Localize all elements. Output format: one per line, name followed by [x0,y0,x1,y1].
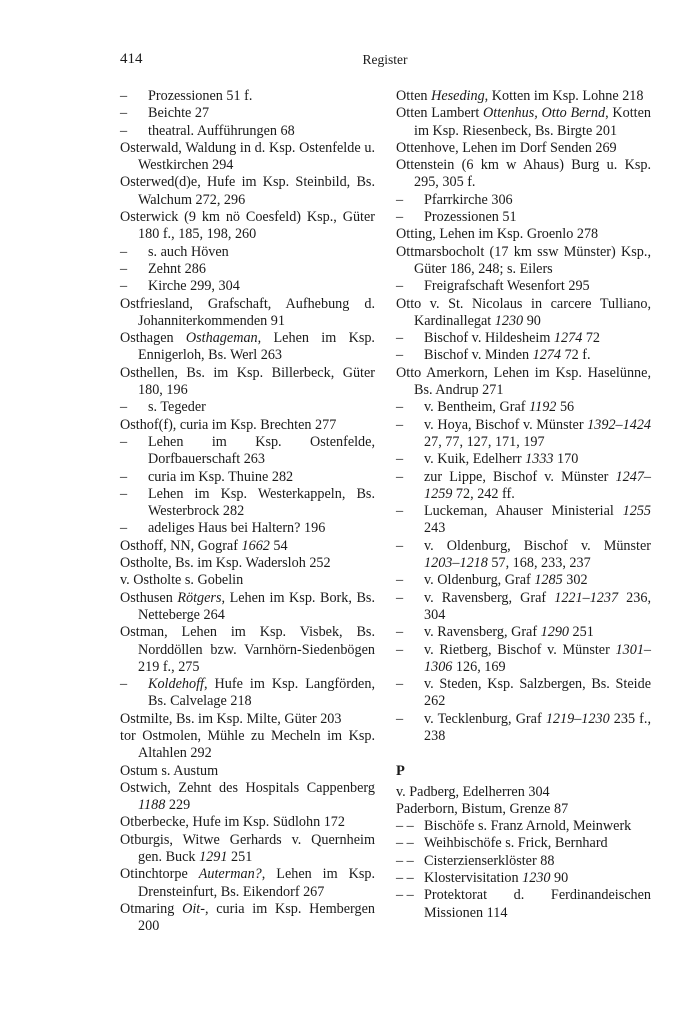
page-number: 414 [120,51,143,67]
index-subentry [396,330,651,347]
entry-text: Prozessionen 51 f. [148,88,253,104]
index-subentry [396,278,651,295]
dash-marker: – [120,105,128,122]
index-entry [120,832,375,867]
index-entry [120,711,375,728]
dash-marker: – – [396,852,414,869]
entry-text: Prozessionen 51 [424,209,517,226]
index-subentry [120,123,375,140]
entry-text: Ostwich, Zehnt des Hospitals Cappenberg [120,779,375,796]
dash-marker: – [396,624,404,641]
index-subentry [396,624,651,641]
italic-text: 1247–1259 [424,468,651,502]
entry-text: v. Rietberg, Bischof v. Münster [424,641,616,658]
entry-text: theatral. Aufführungen 68 [148,122,295,139]
italic-text: Koldehoff [148,676,204,693]
dash-marker: – [396,451,404,468]
entry-text: , Lehen im Ksp. Bork, Bs. Netteberge 264 [138,589,375,623]
entry-text: , curia im Ksp. Hembergen 200 [138,900,375,935]
entry-text: Lehen im Ksp. Westerkappeln, Bs. Westerbrock 282 [148,485,375,520]
index-entry [120,590,375,625]
index-entry [396,801,651,818]
index-entry [396,140,651,157]
index-subentry [396,192,651,209]
dash-marker: – [120,468,128,485]
entry-text: Ottenstein (6 km w Ahaus) Burg u. Ksp. 295, 305 f. [396,157,651,191]
entry-text: 251 [227,849,253,866]
index-subentry [396,887,651,922]
index-entry [120,417,375,434]
entry-text: 72 f. [561,347,591,364]
dash-marker: – [120,433,128,450]
dash-marker: – [396,572,404,589]
index-entry [396,365,651,400]
index-subentry [396,572,651,589]
italic-text: Heseding [431,88,485,104]
dash-marker: – [396,278,404,295]
entry-text: Freigrafschaft Wesenfort 295 [424,278,590,295]
dash-marker: – – [396,835,414,852]
entry-text: v. Steden, Ksp. Salzbergen, Bs. Steide 262 [424,676,651,710]
entry-text: 236, 304 [424,589,651,623]
page-header [120,51,650,71]
entry-text: Bischof v. Minden [424,347,533,364]
entry-text: v. Ravensberg, Graf [424,624,541,641]
index-subentry [396,818,651,835]
entry-text: v. Ravensberg, Graf [424,589,555,606]
index-column-right [396,88,651,922]
index-subentry [396,399,651,416]
entry-text: 170 [553,451,579,468]
entry-text: Paderborn, Bistum, Grenze 87 [396,800,569,817]
entry-text: Otten [396,88,432,104]
dash-marker: – – [396,818,414,835]
index-entry [120,140,375,175]
dash-marker: – [396,330,404,347]
dash-marker: – [120,399,128,416]
index-entry [120,901,375,936]
italic-text: 1255 [622,503,651,520]
italic-text: Rötgers [177,589,222,606]
dash-marker: – [120,278,128,295]
entry-text: Osthof(f), curia im Ksp. Brechten 277 [120,416,337,433]
dash-marker: – [396,191,404,208]
italic-text: 1392–1424 [587,416,651,433]
entry-text: Lehen im Ksp. Ostenfelde, Dorfbauerschaft 263 [148,433,375,468]
index-subentry [120,469,375,486]
entry-text: Ostmilte, Bs. im Ksp. Milte, Güter 203 [120,710,342,727]
index-entry [396,244,651,279]
entry-text: Otto Amerkorn, Lehen im Ksp. Haselünne, Bs. Andrup 271 [396,364,651,399]
dash-marker: – [120,243,128,260]
entry-text: Ostum s. Austum [120,762,219,779]
entry-text: 235 f., 238 [424,710,651,744]
entry-text: Klostervisitation [424,870,523,887]
entry-text: 72, 242 ff. [452,485,515,502]
dash-marker: – [120,260,128,277]
index-subentry [396,451,651,468]
dash-marker: – [396,468,404,485]
index-subentry [396,835,651,852]
entry-text: Kirche 299, 304 [148,278,240,295]
entry-text: Bischöfe s. Franz Arnold, Meinwerk [424,818,632,835]
italic-text: 1333 [525,451,554,468]
index-entry [120,814,375,831]
dash-marker: – [120,520,128,537]
entry-text: adeliges Haus bei Haltern? 196 [148,520,326,537]
entry-text: Otten Lambert [396,105,484,122]
dash-marker: – [120,88,128,104]
italic-text: 1301–1306 [424,641,651,675]
entry-text: Zehnt 286 [148,260,206,277]
entry-text: 27, 77, 127, 171, 197 [424,433,545,450]
index-subentry [120,486,375,521]
entry-text: Otburgis, Witwe Gerhards v. Quernheim gen. Buck [120,831,375,866]
entry-text: , Kotten im Ksp. Lohne 218 [484,88,644,104]
entry-text: Weihbischöfe s. Frick, Bernhard [424,835,608,852]
index-entry [396,157,651,192]
entry-text: Ostholte, Bs. im Ksp. Wadersloh 252 [120,555,331,572]
italic-text: 1230 [522,870,551,887]
entry-text: 251 [569,624,594,641]
dash-marker: – [396,676,404,693]
index-subentry [120,676,375,711]
index-entry [396,784,651,801]
entry-text: v. Ostholte s. Gobelin [120,572,244,589]
index-subentry [396,870,651,887]
italic-text: Osthageman [185,330,258,347]
entry-text: 54 [269,537,288,554]
entry-text: Ostman, Lehen im Ksp. Visbek, Bs. Norddöllen bzw. Varnhörn-Siedenbögen 219 f., 275 [120,624,375,675]
index-entry [120,763,375,780]
index-entry [120,296,375,331]
entry-text: 90 [523,312,541,329]
entry-text: , Hufe im Ksp. Langförden, Bs. Calvelage 218 [148,676,375,710]
index-subentry [396,417,651,452]
index-entry [396,296,651,331]
entry-text: Otto v. St. Nicolaus in carcere Tulliano, Kardinallegat [396,295,651,329]
index-entry [396,105,651,140]
dash-marker: – [396,347,404,364]
index-entry [120,780,375,815]
index-subentry [396,676,651,711]
entry-text: Otting, Lehen im Ksp. Groenlo 278 [396,226,599,243]
entry-text: Osterwick (9 km nö Coesfeld) Ksp., Güter 180 f., 185, 198, 260 [120,209,375,243]
italic-text: 1192 [529,399,557,416]
entry-text: 229 [165,797,191,814]
entry-text: v. Hoya, Bischof v. Münster [424,416,588,433]
entry-text: v. Kuik, Edelherr [424,451,526,468]
entry-text: Osthagen [120,330,186,347]
entry-text: curia im Ksp. Thuine 282 [148,468,294,485]
italic-text: 1291 [199,849,228,866]
dash-marker: – [396,710,404,727]
entry-text: Osterwed(d)e, Hufe im Ksp. Steinbild, Bs. Walchum 272, 296 [120,174,375,208]
entry-text: v. Oldenburg, Bischof v. Münster [424,537,651,554]
dash-marker: – – [396,870,414,887]
dash-marker: – [396,209,404,226]
entry-text: Ottmarsbocholt (17 km ssw Münster) Ksp., Güter 186, 248; s. Eilers [396,243,651,277]
italic-text: 1221–1237 [554,589,619,606]
entry-text: Otberbecke, Hufe im Ksp. Südlohn 172 [120,814,345,831]
entry-text: 57, 168, 233, 237 [487,555,591,572]
index-subentry [120,399,375,416]
entry-text: , Kotten im Ksp. Riesenbeck, Bs. Birgte 201 [414,105,652,139]
entry-text: s. auch Höven [148,243,229,260]
index-entry [120,174,375,209]
entry-text: Osthellen, Bs. im Ksp. Billerbeck, Güter 180, 196 [120,364,375,399]
italic-text: 1188 [138,797,166,814]
index-entry [396,226,651,243]
index-subentry [396,209,651,226]
italic-text: 1219–1230 [545,710,610,727]
index-subentry [396,538,651,573]
entry-text: 56 [556,399,575,416]
index-subentry [120,105,375,122]
index-subentry [396,711,651,746]
index-column-left [120,88,375,936]
index-entry [120,365,375,400]
index-entry [120,538,375,555]
index-entry [120,330,375,365]
index-subentry [120,88,375,105]
italic-text: 1290 [540,624,569,641]
dash-marker: – [396,416,404,433]
index-entry [396,88,651,105]
entry-text: 90 [550,870,569,887]
index-subentry [396,853,651,870]
entry-text: v. Padberg, Edelherren 304 [396,783,550,800]
dash-marker: – – [396,887,414,904]
entry-text: , Lehen im Ksp. Drensteinfurt, Bs. Eikendorf 267 [138,866,375,900]
entry-text: tor Ostmolen, Mühle zu Mecheln im Ksp. Altahlen 292 [120,727,375,762]
italic-text: 1274 [532,347,562,364]
entry-text: v. Oldenburg, Graf [424,572,535,589]
entry-text: Ostfriesland, Grafschaft, Aufhebung d. Johanniterkommenden 91 [120,295,375,329]
index-entry [120,572,375,589]
dash-marker: – [396,537,404,554]
dash-marker: – [120,485,128,502]
entry-text: Bischof v. Hildesheim [424,330,554,347]
dash-marker: – [396,399,404,416]
entry-text: Osterwald, Waldung in d. Ksp. Ostenfelde u. Westkirchen 294 [120,139,375,174]
dash-marker: – [396,503,404,520]
entry-text: Osthoff, NN, Gograf [120,537,242,554]
italic-text: 1230 [494,312,524,329]
entry-text: Pfarrkirche 306 [424,191,513,208]
italic-text: 1274 [553,330,583,347]
dash-marker: – [120,676,128,693]
italic-text: 1662 [241,537,270,554]
index-subentry [120,261,375,278]
index-subentry [396,590,651,625]
index-entry [120,866,375,901]
entry-text: Otmaring [120,900,183,917]
entry-text: zur Lippe, Bischof v. Münster [424,468,616,485]
index-entry [120,555,375,572]
entry-text: 72 [582,330,601,347]
index-subentry [120,520,375,537]
index-entry [120,209,375,244]
section-letter: P [396,763,405,780]
index-subentry [396,503,651,538]
entry-text: Beichte 27 [148,105,210,122]
entry-text: , Lehen im Ksp. Ennigerloh, Bs. Werl 263 [138,330,375,364]
entry-text: 243 [424,520,446,537]
index-entry [120,728,375,763]
entry-text: v. Bentheim, Graf [424,399,530,416]
entry-text: Protektorat d. Ferdinandeischen Missionen 114 [424,887,651,921]
entry-text: Osthusen [120,589,178,606]
index-entry [120,624,375,676]
entry-text: v. Tecklenburg, Graf [424,710,546,727]
italic-text: 1285 [534,572,563,589]
italic-text: Oit- [182,900,205,917]
running-head: Register [362,52,408,67]
entry-text: Luckeman, Ahauser Ministerial [424,503,623,520]
italic-text: 1203–1218 [424,555,488,572]
index-subentry [396,469,651,504]
entry-text: s. Tegeder [148,399,206,416]
entry-text: Ottenhove, Lehen im Dorf Senden 269 [396,139,617,156]
index-subentry [396,642,651,677]
dash-marker: – [396,641,404,658]
index-subentry [120,278,375,295]
dash-marker: – [120,122,128,139]
entry-text: 302 [562,572,588,589]
entry-text: Cisterzienserklöster 88 [424,852,555,869]
italic-text: Ottenhus, Otto Bernd [483,105,606,122]
entry-text: 126, 169 [452,658,506,675]
dash-marker: – [396,589,404,606]
index-subentry [396,347,651,364]
index-subentry [120,434,375,469]
entry-text: Otinchtorpe [120,866,199,883]
italic-text: Auterman? [198,866,262,883]
index-subentry [120,244,375,261]
